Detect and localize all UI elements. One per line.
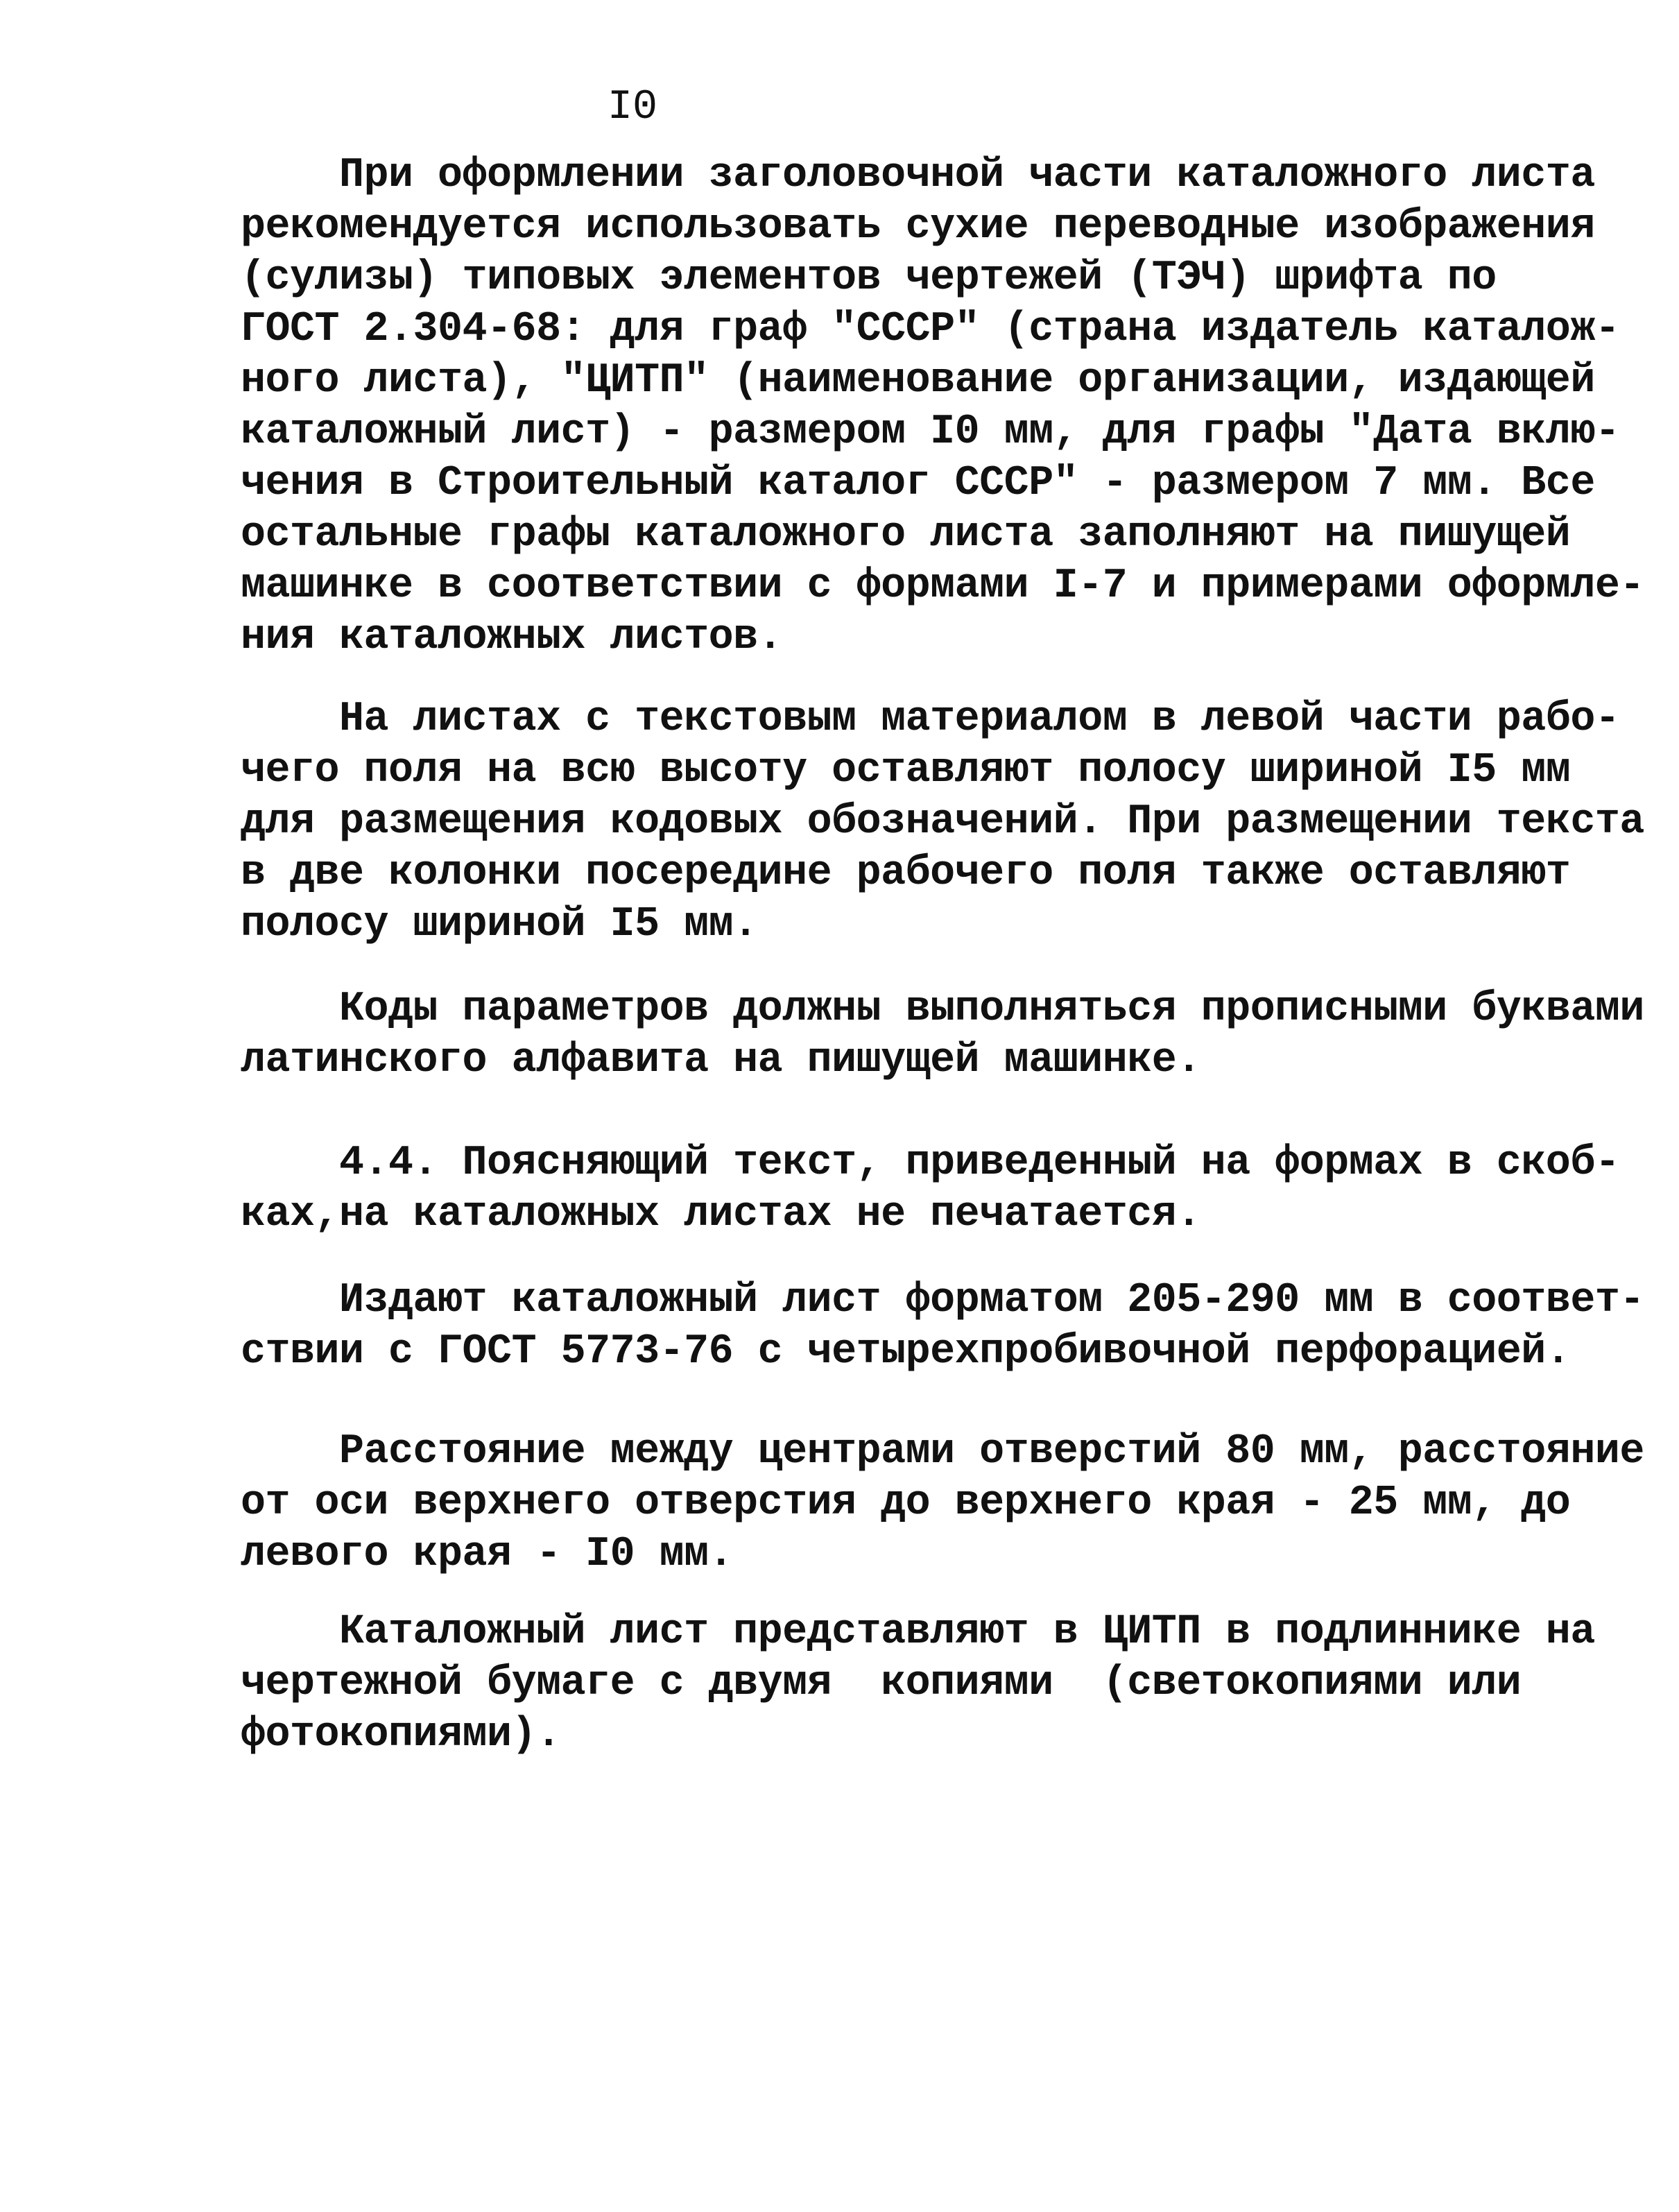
text-line: (сулизы) типовых элементов чертежей (ТЭЧ) шрифта по	[241, 255, 1497, 302]
text-line: На листах с текстовым материалом в левой части рабо-	[241, 696, 1620, 743]
text-line: машинке в соответствии с формами I-7 и примерами оформле-	[241, 563, 1644, 610]
paragraph-submission	[241, 1606, 1595, 1760]
text-line: рекомендуется использовать сухие переводные изображения	[241, 203, 1595, 250]
text-line: ного листа), "ЦИТП" (наименование организации, издающей	[241, 357, 1595, 404]
page-number: I0	[608, 84, 658, 131]
text-line: Каталожный лист представляют в ЦИТП в подлиннике на	[241, 1609, 1595, 1656]
text-line: ках,на каталожных листах не печатается.	[241, 1191, 1201, 1238]
text-line: остальные графы каталожного листа заполняют на пишущей	[241, 511, 1571, 558]
paragraph-section-4-4	[241, 1138, 1620, 1240]
text-line: Издают каталожный лист форматом 205-290 мм в соответ-	[241, 1277, 1644, 1324]
text-line: каталожный лист) - размером I0 мм, для графы "Дата вклю-	[241, 409, 1620, 456]
text-line: ния каталожных листов.	[241, 614, 783, 661]
text-line: Коды параметров должны выполняться прописными буквами	[241, 986, 1644, 1033]
text-line: от оси верхнего отверстия до верхнего края - 25 мм, до	[241, 1480, 1571, 1527]
text-line: полосу шириной I5 мм.	[241, 901, 758, 948]
text-line: для размещения кодовых обозначений. При размещении текста	[241, 798, 1644, 846]
text-line: ствии с ГОСТ 5773-76 с четырехпробивочной перфорацией.	[241, 1328, 1571, 1375]
text-line: фотокопиями).	[241, 1711, 561, 1758]
text-line: чего поля на всю высоту оставляют полосу шириной I5 мм	[241, 747, 1571, 794]
text-line: латинского алфавита на пишущей машинке.	[241, 1037, 1201, 1084]
text-line: Расстояние между центрами отверстий 80 мм, расстояние	[241, 1428, 1644, 1475]
paragraph-sheet-format	[241, 1275, 1644, 1378]
text-line: ГОСТ 2.304-68: для граф "СССР" (страна издатель каталож-	[241, 306, 1620, 353]
text-line: чертежной бумаге с двумя копиями (светокопиями или	[241, 1660, 1522, 1707]
text-line: 4.4. Поясняющий текст, приведенный на формах в скоб-	[241, 1140, 1620, 1187]
paragraph-parameter-codes	[241, 984, 1644, 1086]
text-line: в две колонки посередине рабочего поля также оставляют	[241, 850, 1571, 897]
paragraph-hole-spacing	[241, 1426, 1644, 1580]
paragraph-title-block-guidelines	[241, 150, 1644, 663]
text-line: чения в Строительный каталог СССР" - размером 7 мм. Все	[241, 460, 1595, 507]
text-line: левого края - I0 мм.	[241, 1531, 734, 1578]
paragraph-code-strip	[241, 694, 1644, 950]
text-line: При оформлении заголовочной части каталожного листа	[241, 152, 1595, 199]
